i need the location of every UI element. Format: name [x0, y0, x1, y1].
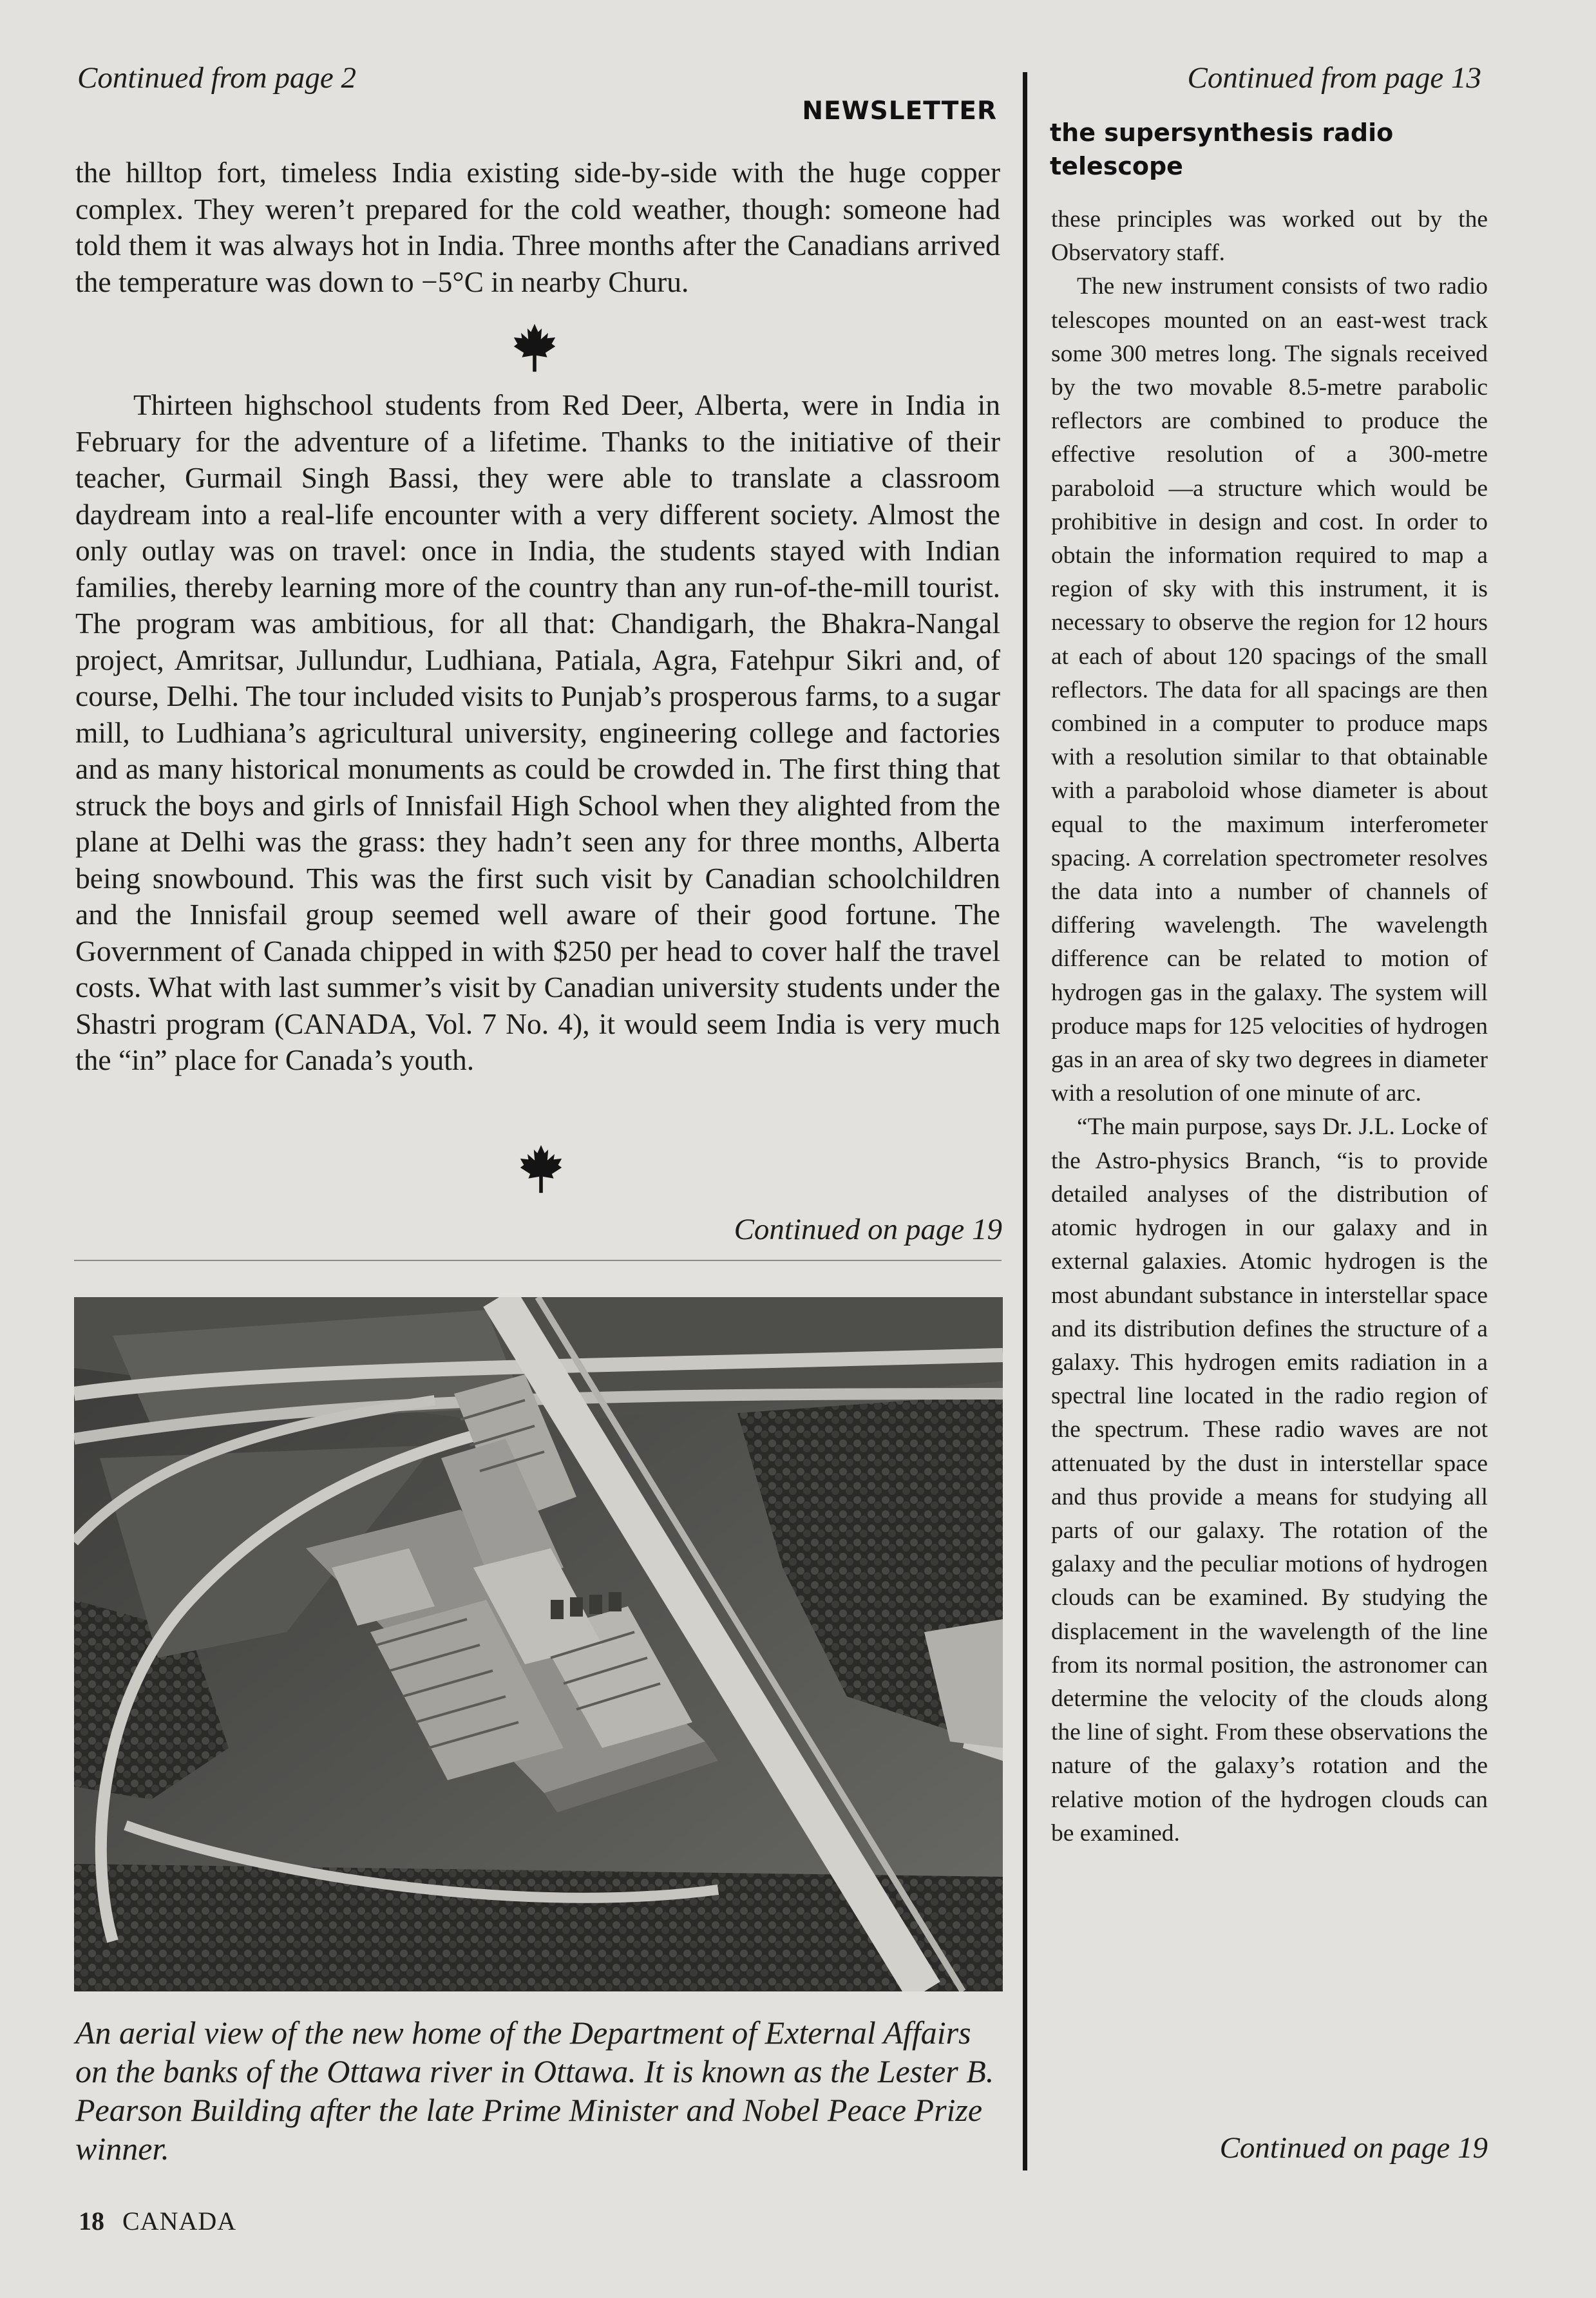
continued-on-page-19-left: Continued on page 19 — [734, 1213, 1002, 1246]
continued-from-page-2: Continued from page 2 — [77, 61, 356, 95]
maple-leaf-icon — [512, 322, 557, 377]
maple-leaf-icon-2 — [518, 1143, 564, 1198]
intro-paragraph: the hilltop fort, timeless India existing side-by-side with the huge copper complex. They weren’t prepared for the cold weather, though: someone had told them it was always hot in India. Three months after the Canadians arrived the temperature was down to −5°C in nearby Churu. — [75, 156, 1000, 298]
main-paragraph-block — [75, 387, 1000, 1079]
continued-on-page-19-right: Continued on page 19 — [1219, 2131, 1488, 2165]
main-paragraph: Thirteen highschool students from Red Deer, Alberta, were in India in February for the adventure of a lifetime. Thanks to the initiative of their teacher, Gurmail Singh Bassi, they were able to translate a classroom daydream into a real-life encounter with a very different society. Almost the only outlay was on travel: once in India, the students stayed with Indian families, thereby learning more of the country than any run-of-the-mill tourist. The program was ambitious, for all that: Chandigarh, the Bhakra-Nangal project, Amritsar, Jullundur, Ludhiana, Patiala, Agra, Fatehpur Sikri and, of course, Delhi. The tour included visits to Punjab’s prosperous farms, to a sugar mill, to Ludhiana’s agricultural university, engineering college and factories and as many historical monuments as could be crowded in. The first thing that struck the boys and girls of Innisfail High School when they alighted from the plane at Delhi was the grass: they hadn’t seen any for three months, Alberta being snowbound. This was the first such visit by Canadian schoolchildren and the Innisfail group seemed well aware of their good fortune. The Government of Canada chipped in with $250 per head to cover half the travel costs. What with last summer’s visit by Canadian university students under the Shastri program (CANADA, Vol. 7 No. 4), it would seem India is very much the “in” place for Canada’s youth. — [75, 388, 1000, 1076]
page-folio — [79, 2206, 236, 2236]
article-paragraph-1: these principles was worked out by the Observatory staff. — [1051, 206, 1488, 267]
aerial-photo-pearson-building — [74, 1297, 1003, 1991]
photo-caption: An aerial view of the new home of the Department of External Affairs on the banks of the Ottawa river in Ottawa. It is known as the Lester B. Pearson Building after the late Prime Minister and Nobel Peace Prize winner. — [75, 2015, 994, 2167]
column-divider — [1023, 72, 1027, 2170]
section-label-newsletter: NEWSLETTER — [802, 97, 997, 126]
article-paragraph-2: The new instrument consists of two radio telescopes mounted on an east-west track some 300 metres long. The signals received by the two movable 8.5-metre parabolic reflectors are combined to produce the effective resolution of a 300-metre paraboloid —a structure which would be prohibitive in design and cost. In order to obtain the information required to map a region of sky with this instrument, it is necessary to observe the region for 12 hours at each of about 120 spacings of the small reflectors. The data for all spacings are then combined in a computer to produce maps with a resolution similar to that obtainable with a paraboloid whose diameter is about equal to the maximum interferometer spacing. A correlation spectrometer resolves the data into a number of channels of differing wavelength. The wavelength difference can be related to motion of hydrogen gas in the galaxy. The system will produce maps for 125 velocities of hydrogen gas in an area of sky two degrees in diameter with a resolution of one minute of arc. — [1051, 273, 1488, 1107]
page-number: 18 — [79, 2207, 104, 2236]
article-paragraph-3: “The main purpose, says Dr. J.L. Locke of the Astro-physics Branch, “is to provide detailed analyses of the distribution of atomic hydrogen in our galaxy and in external galaxies. Atomic hydrogen is the most abundant substance in interstellar space and its distribution defines the structure of a galaxy. This hydrogen emits radiation in a spectral line located in the radio region of the spectrum. These radio waves are not attenuated by the dust in interstellar space and thus provide a means for studying all parts of our galaxy. The rotation of the galaxy and the peculiar motions of hydrogen clouds can be examined. By studying the displacement in the wavelength of the line from its normal position, the astronomer can determine the velocity of the clouds along the line of sight. From these observations the nature of the galaxy’s rotation and the relative motion of the hydrogen clouds can be examined. — [1051, 1114, 1488, 1847]
right-article-body — [1051, 203, 1488, 1850]
article-heading: the supersynthesis radio telescope — [1050, 119, 1394, 180]
magazine-title: CANADA — [122, 2207, 237, 2236]
continued-from-page-13: Continued from page 13 — [1187, 61, 1481, 95]
horizontal-divider — [74, 1260, 1002, 1261]
intro-paragraph-block — [75, 155, 1000, 300]
